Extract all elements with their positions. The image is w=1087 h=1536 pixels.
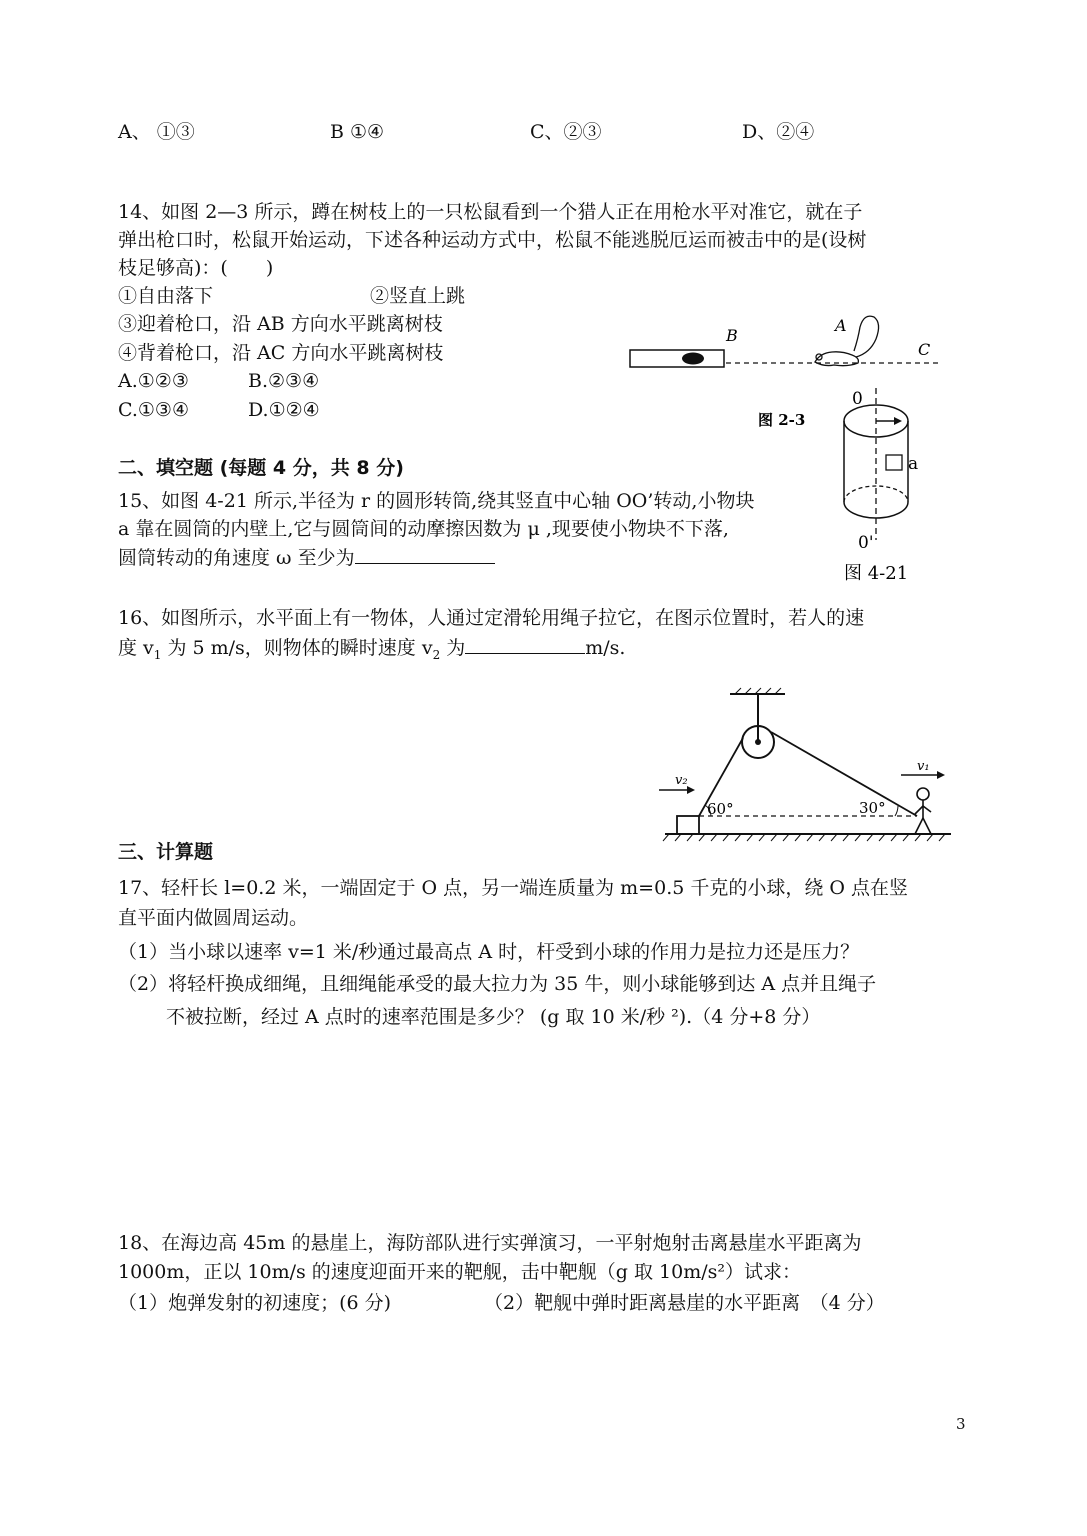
q16-text-a: 度 v [118,637,154,659]
axis-label-bottom: 0' [858,533,874,553]
q14-answer-d: D.①②④ [248,399,320,421]
q16-answer-blank[interactable] [465,633,585,654]
q13-option-a: A、 ①③ [118,121,195,143]
object-block [677,816,699,834]
label-b: B [726,326,738,345]
q13-option-d: D、②④ [742,121,815,143]
q14-option-3: ③迎着枪口，沿 AB 方向水平跳离树枝 [118,313,443,335]
figure-pulley [655,686,955,846]
q14-answer-c: C.①③④ [118,399,189,421]
q18-line1: 18、在海边高 45m 的悬崖上，海防部队进行实弹演习，一平射炮射击离悬崖水平距离为 [118,1232,862,1254]
q13-option-b: B ①④ [330,121,385,143]
q14-line1: 14、如图 2—3 所示，蹲在树枝上的一只松鼠看到一个猎人正在用枪水平对准它，就在子 [118,201,863,223]
figure-4-21-caption: 图 4-21 [844,563,909,584]
squirrel-icon [815,316,879,366]
rope-right [771,732,917,816]
v1-label: v₁ [917,759,930,774]
block-label-a: a [908,454,919,474]
q16-unit: m/s. [585,637,626,659]
q17-part1: （1）当小球以速率 v=1 米/秒通过最高点 A 时，杆受到小球的作用力是拉力还是压力？ [118,941,860,963]
angle-30-label: 30° [859,799,886,817]
q17-part2b: 不被拉断，经过 A 点时的速率范围是多少？ (g 取 10 米/秒 ²).（4 分+8 分） [166,1006,821,1028]
q14-answer-b: B.②③④ [248,370,320,392]
q18-part1: （1）炮弹发射的初速度；(6 分) [118,1292,392,1314]
block-a [886,455,902,470]
q14-line3: 枝足够高)：( ) [118,257,274,279]
q15-line1: 15、如图 4-21 所示,半径为 r 的圆形转筒,绕其竖直中心轴 OO’转动,小物块 [118,490,755,512]
q16-sub-2: 2 [432,647,441,662]
v2-label: v₂ [675,773,688,788]
angle-60-label: 60° [707,800,734,818]
q16-text-b: 为 5 m/s，则物体的瞬时速度 v [161,637,433,659]
label-c: C [918,340,931,359]
q17-line2: 直平面内做圆周运动。 [118,907,309,929]
gun-barrel [630,350,724,367]
q15-line3-text: 圆筒转动的角速度 ω 至少为 [118,547,355,569]
page-number: 3 [956,1415,966,1433]
section-3-title: 三、计算题 [118,841,214,863]
label-a: A [835,316,847,335]
q14-option-2: ②竖直上跳 [370,285,466,307]
figure-4-21 [836,384,926,584]
q15-line3 [118,543,495,572]
q17-part2a: （2）将轻杆换成细绳，且细绳能承受的最大拉力为 35 牛，则小球能够到达 A 点并且绳子 [118,973,877,995]
q14-answer-a: A.①②③ [118,370,189,392]
figure-2-3-caption: 图 2-3 [758,411,806,429]
person-icon [915,788,931,834]
q14-option-1: ①自由落下 [118,285,214,307]
q16-line1: 16、如图所示，水平面上有一物体，人通过定滑轮用绳子拉它，在图示位置时，若人的速 [118,607,865,629]
q15-line2: a 靠在圆筒的内壁上,它与圆筒间的动摩擦因数为 μ ,现要使小物块不下落, [118,518,729,540]
q16-text-c: 为 [440,637,466,659]
q16-line2 [118,633,625,669]
bullet [682,353,704,365]
q13-option-c: C、②③ [530,121,602,143]
q18-line2: 1000m，正以 10m/s 的速度迎面开来的靶舰，击中靶舰（g 取 10m/s²）试求： [118,1261,801,1283]
q18-part2: （2）靶舰中弹时距离悬崖的水平距离 （4 分） [484,1292,885,1314]
q17-line1: 17、轻杆长 l=0.2 米，一端固定于 O 点，另一端连质量为 m=0.5 千克的小球，绕 O 点在竖 [118,877,909,899]
q16-sub-1: 1 [153,647,162,662]
q14-line2: 弹出枪口时，松鼠开始运动，下述各种运动方式中，松鼠不能逃脱厄运而被击中的是(设树 [118,229,867,251]
q14-option-4: ④背着枪口，沿 AC 方向水平跳离树枝 [118,342,444,364]
axis-label-top: 0 [852,389,863,409]
q15-answer-blank[interactable] [355,543,495,564]
section-2-title: 二、填空题 (每题 4 分，共 8 分) [118,457,404,479]
